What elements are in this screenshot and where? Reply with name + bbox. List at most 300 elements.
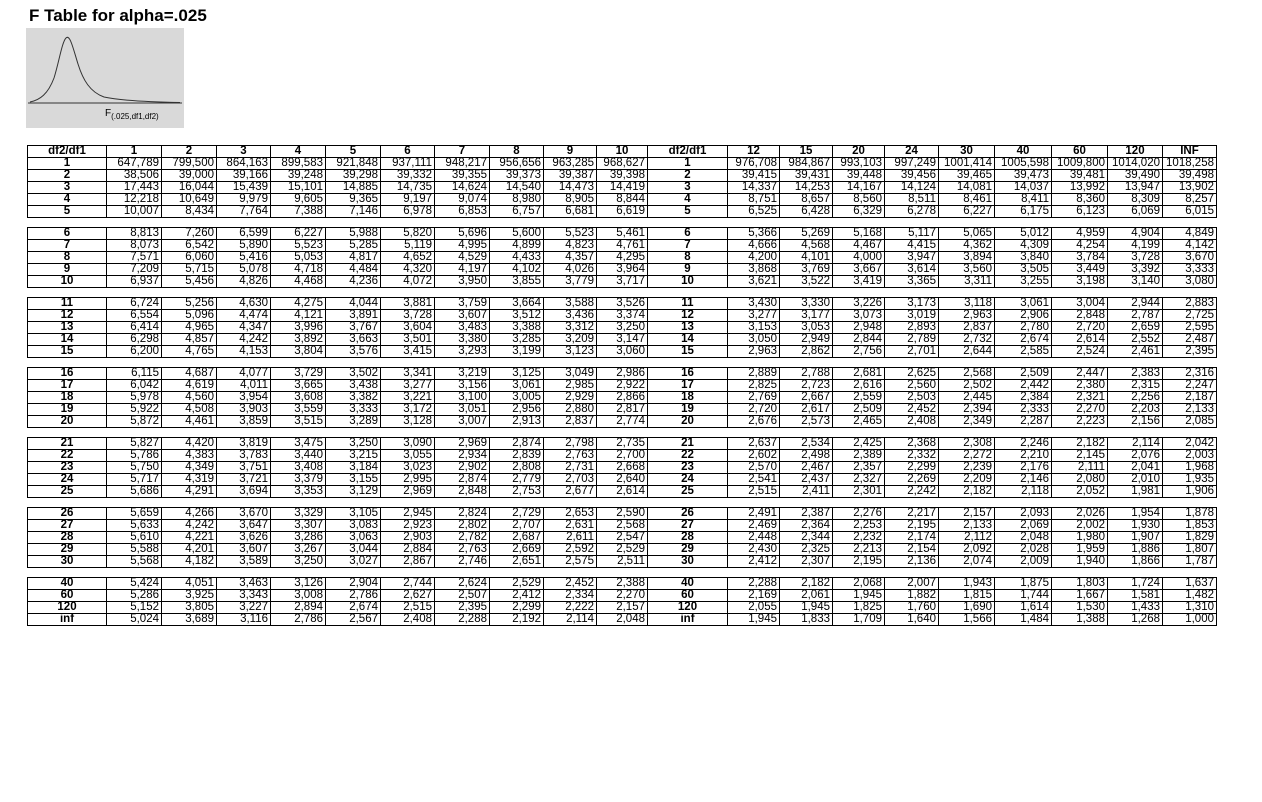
critical-value-cell: 2,825	[728, 380, 780, 392]
critical-value-cell: 6,853	[435, 206, 490, 218]
critical-value-cell: 1,744	[995, 590, 1052, 602]
df2-row-label: 16	[28, 368, 107, 380]
critical-value-cell: 3,483	[435, 322, 490, 334]
critical-value-cell: 2,333	[995, 404, 1052, 416]
critical-value-cell: 968,627	[597, 158, 648, 170]
df1-column-header: 6	[381, 146, 435, 158]
critical-value-cell: 2,461	[1108, 346, 1163, 358]
critical-value-cell: 2,541	[728, 474, 780, 486]
critical-value-cell: 2,866	[597, 392, 648, 404]
table-row	[28, 520, 648, 532]
table-row	[28, 602, 648, 614]
critical-value-cell: 1,980	[1052, 532, 1108, 544]
critical-value-cell: 2,929	[544, 392, 597, 404]
table-row	[648, 438, 1217, 450]
df1-column-header: 9	[544, 146, 597, 158]
critical-value-cell: 3,430	[728, 298, 780, 310]
critical-value-cell: 3,374	[597, 310, 648, 322]
critical-value-cell: 2,383	[1108, 368, 1163, 380]
critical-value-cell: 2,327	[833, 474, 885, 486]
critical-value-cell: 4,761	[597, 240, 648, 252]
critical-value-cell: 2,902	[435, 462, 490, 474]
critical-value-cell: 2,744	[381, 578, 435, 590]
f-notation-label	[105, 108, 159, 121]
table-row	[28, 206, 648, 218]
critical-value-cell: 2,092	[939, 544, 995, 556]
critical-value-cell: 8,844	[597, 194, 648, 206]
critical-value-cell: 8,411	[995, 194, 1052, 206]
critical-value-cell: 4,826	[217, 276, 271, 288]
critical-value-cell: 2,617	[780, 404, 833, 416]
table-row	[28, 614, 648, 626]
critical-value-cell: 4,995	[435, 240, 490, 252]
critical-value-cell: 8,461	[939, 194, 995, 206]
critical-value-cell: 2,308	[939, 438, 995, 450]
critical-value-cell: 2,624	[435, 578, 490, 590]
critical-value-cell: 4,320	[381, 264, 435, 276]
critical-value-cell: 2,779	[490, 474, 544, 486]
critical-value-cell: 2,061	[780, 590, 833, 602]
table-row	[28, 276, 648, 288]
critical-value-cell: 2,307	[780, 556, 833, 568]
critical-value-cell: 2,552	[1108, 334, 1163, 346]
critical-value-cell: 2,894	[271, 602, 326, 614]
df2-row-label: 24	[28, 474, 107, 486]
critical-value-cell: 2,041	[1108, 462, 1163, 474]
critical-value-cell: 1,833	[780, 614, 833, 626]
critical-value-cell: 2,452	[544, 578, 597, 590]
df1-column-header: 4	[271, 146, 326, 158]
critical-value-cell: 39,000	[162, 170, 217, 182]
critical-value-cell: 2,301	[833, 486, 885, 498]
critical-value-cell: 2,995	[381, 474, 435, 486]
critical-value-cell: 2,349	[939, 416, 995, 428]
critical-value-cell: 2,637	[728, 438, 780, 450]
df2-row-label: 28	[28, 532, 107, 544]
critical-value-cell: 4,319	[162, 474, 217, 486]
f-label-main: F	[105, 108, 112, 119]
critical-value-cell: 3,118	[939, 298, 995, 310]
df2-row-label: 2	[648, 170, 728, 182]
critical-value-cell: 3,415	[381, 346, 435, 358]
critical-value-cell: 5,715	[162, 264, 217, 276]
critical-value-cell: 2,701	[885, 346, 939, 358]
critical-value-cell: 3,419	[833, 276, 885, 288]
critical-value-cell: 3,333	[326, 404, 381, 416]
critical-value-cell: 8,434	[162, 206, 217, 218]
critical-value-cell: 3,925	[162, 590, 217, 602]
critical-value-cell: 8,073	[107, 240, 162, 252]
table-row	[28, 346, 648, 358]
critical-value-cell: 1,968	[1163, 462, 1217, 474]
critical-value-cell: 3,255	[995, 276, 1052, 288]
critical-value-cell: 4,309	[995, 240, 1052, 252]
critical-value-cell: 3,767	[326, 322, 381, 334]
critical-value-cell: 4,718	[271, 264, 326, 276]
critical-value-cell: 4,201	[162, 544, 217, 556]
critical-value-cell: 8,905	[544, 194, 597, 206]
critical-value-cell: 6,298	[107, 334, 162, 346]
critical-value-cell: 2,213	[833, 544, 885, 556]
critical-value-cell: 3,560	[939, 264, 995, 276]
critical-value-cell: 3,903	[217, 404, 271, 416]
critical-value-cell: 2,447	[1052, 368, 1108, 380]
critical-value-cell: 2,731	[544, 462, 597, 474]
critical-value-cell: 1,829	[1163, 532, 1217, 544]
critical-value-cell: 2,674	[326, 602, 381, 614]
critical-value-cell: 2,412	[728, 556, 780, 568]
critical-value-cell: 3,226	[833, 298, 885, 310]
critical-value-cell: 39,473	[995, 170, 1052, 182]
critical-value-cell: 2,408	[381, 614, 435, 626]
critical-value-cell: 39,373	[490, 170, 544, 182]
critical-value-cell: 7,260	[162, 228, 217, 240]
critical-value-cell: 4,619	[162, 380, 217, 392]
critical-value-cell: 3,277	[728, 310, 780, 322]
critical-value-cell: 1,886	[1108, 544, 1163, 556]
df2-row-label: 11	[28, 298, 107, 310]
critical-value-cell: 4,221	[162, 532, 217, 544]
critical-value-cell: 3,019	[885, 310, 939, 322]
critical-value-cell: 2,862	[780, 346, 833, 358]
critical-value-cell: 14,037	[995, 182, 1052, 194]
critical-value-cell: 3,751	[217, 462, 271, 474]
critical-value-cell: 3,221	[381, 392, 435, 404]
critical-value-cell: 1,981	[1108, 486, 1163, 498]
critical-value-cell: 2,467	[780, 462, 833, 474]
critical-value-cell: 5,610	[107, 532, 162, 544]
critical-value-cell: 1,853	[1163, 520, 1217, 532]
critical-value-cell: 2,010	[1108, 474, 1163, 486]
table-row	[648, 240, 1217, 252]
critical-value-cell: 2,321	[1052, 392, 1108, 404]
table-row	[648, 206, 1217, 218]
critical-value-cell: 6,123	[1052, 206, 1108, 218]
df1-column-header: 7	[435, 146, 490, 158]
critical-value-cell: 2,364	[780, 520, 833, 532]
critical-value-cell: 1005,598	[995, 158, 1052, 170]
critical-value-cell: 6,428	[780, 206, 833, 218]
table-row	[648, 508, 1217, 520]
critical-value-cell: 2,969	[435, 438, 490, 450]
critical-value-cell: 1,637	[1163, 578, 1217, 590]
table-row	[648, 264, 1217, 276]
critical-value-cell: 1,000	[1163, 614, 1217, 626]
critical-value-cell: 2,963	[728, 346, 780, 358]
critical-value-cell: 4,420	[162, 438, 217, 450]
critical-value-cell: 9,365	[326, 194, 381, 206]
critical-value-cell: 2,408	[885, 416, 939, 428]
df2-row-label: 12	[648, 310, 728, 322]
df2-row-label: 17	[648, 380, 728, 392]
critical-value-cell: 3,286	[271, 532, 326, 544]
table-row	[28, 158, 648, 170]
critical-value-cell: 2,735	[597, 438, 648, 450]
critical-value-cell: 2,042	[1163, 438, 1217, 450]
critical-value-cell: 14,337	[728, 182, 780, 194]
critical-value-cell: 4,508	[162, 404, 217, 416]
critical-value-cell: 2,756	[833, 346, 885, 358]
df2-row-label: 24	[648, 474, 728, 486]
critical-value-cell: 2,487	[1163, 334, 1217, 346]
critical-value-cell: 3,267	[271, 544, 326, 556]
critical-value-cell: 2,627	[381, 590, 435, 602]
critical-value-cell: 3,061	[490, 380, 544, 392]
critical-value-cell: 2,720	[1052, 322, 1108, 334]
critical-value-cell: 2,425	[833, 438, 885, 450]
critical-value-cell: 3,589	[217, 556, 271, 568]
critical-value-cell: 3,023	[381, 462, 435, 474]
critical-value-cell: 3,219	[435, 368, 490, 380]
critical-value-cell: 3,559	[271, 404, 326, 416]
critical-value-cell: 2,276	[833, 508, 885, 520]
critical-value-cell: 2,769	[728, 392, 780, 404]
spacer-cell	[648, 288, 1217, 298]
group-spacer	[28, 498, 648, 508]
critical-value-cell: 4,199	[1108, 240, 1163, 252]
critical-value-cell: 39,448	[833, 170, 885, 182]
critical-value-cell: 4,817	[326, 252, 381, 264]
df2-row-label: 12	[28, 310, 107, 322]
page-title: F Table for alpha=.025	[29, 6, 207, 25]
f-label-sub: (.025,df1,df2)	[111, 112, 159, 121]
critical-value-cell: 4,077	[217, 368, 271, 380]
critical-value-cell: 997,249	[885, 158, 939, 170]
critical-value-cell: 5,012	[995, 228, 1052, 240]
critical-value-cell: 6,227	[271, 228, 326, 240]
critical-value-cell: 2,507	[435, 590, 490, 602]
critical-value-cell: 5,256	[162, 298, 217, 310]
critical-value-cell: 5,750	[107, 462, 162, 474]
critical-value-cell: 1,882	[885, 590, 939, 602]
critical-value-cell: 1,866	[1108, 556, 1163, 568]
df2-row-label: 16	[648, 368, 728, 380]
df2-row-label: 4	[28, 194, 107, 206]
df2-row-label: 30	[648, 556, 728, 568]
critical-value-cell: 3,215	[326, 450, 381, 462]
critical-value-cell: 2,798	[544, 438, 597, 450]
critical-value-cell: 2,395	[1163, 346, 1217, 358]
critical-value-cell: 2,515	[381, 602, 435, 614]
critical-value-cell: 2,534	[780, 438, 833, 450]
critical-value-cell: 7,764	[217, 206, 271, 218]
spacer-cell	[648, 428, 1217, 438]
critical-value-cell: 3,728	[1108, 252, 1163, 264]
table-row	[28, 462, 648, 474]
table-row	[648, 170, 1217, 182]
critical-value-cell: 1,581	[1108, 590, 1163, 602]
critical-value-cell: 2,368	[885, 438, 939, 450]
critical-value-cell: 5,053	[271, 252, 326, 264]
critical-value-cell: 4,467	[833, 240, 885, 252]
critical-value-cell: 14,419	[597, 182, 648, 194]
critical-value-cell: 2,080	[1052, 474, 1108, 486]
critical-value-cell: 14,624	[435, 182, 490, 194]
critical-value-cell: 2,867	[381, 556, 435, 568]
critical-value-cell: 2,763	[435, 544, 490, 556]
critical-value-cell: 2,590	[597, 508, 648, 520]
critical-value-cell: 38,506	[107, 170, 162, 182]
table-row	[648, 334, 1217, 346]
critical-value-cell: 2,114	[544, 614, 597, 626]
critical-value-cell: 6,278	[885, 206, 939, 218]
critical-value-cell: 2,146	[995, 474, 1052, 486]
table-row	[648, 474, 1217, 486]
critical-value-cell: 3,964	[597, 264, 648, 276]
critical-value-cell: 5,696	[435, 228, 490, 240]
critical-value-cell: 39,332	[381, 170, 435, 182]
critical-value-cell: 10,649	[162, 194, 217, 206]
critical-value-cell: 3,027	[326, 556, 381, 568]
critical-value-cell: 963,285	[544, 158, 597, 170]
critical-value-cell: 39,387	[544, 170, 597, 182]
critical-value-cell: 2,837	[939, 322, 995, 334]
df2-row-label: 21	[28, 438, 107, 450]
df2-row-label: 8	[28, 252, 107, 264]
table-row	[28, 508, 648, 520]
critical-value-cell: 2,068	[833, 578, 885, 590]
table-row	[648, 520, 1217, 532]
critical-value-cell: 2,774	[597, 416, 648, 428]
critical-value-cell: 1,482	[1163, 590, 1217, 602]
critical-value-cell: 993,103	[833, 158, 885, 170]
critical-value-cell: 5,890	[217, 240, 271, 252]
critical-value-cell: 2,430	[728, 544, 780, 556]
critical-value-cell: 2,883	[1163, 298, 1217, 310]
critical-value-cell: 4,652	[381, 252, 435, 264]
critical-value-cell: 1009,800	[1052, 158, 1108, 170]
critical-value-cell: 2,469	[728, 520, 780, 532]
critical-value-cell: 1,954	[1108, 508, 1163, 520]
critical-value-cell: 2,880	[544, 404, 597, 416]
df1-column-header: 3	[217, 146, 271, 158]
critical-value-cell: 2,700	[597, 450, 648, 462]
critical-value-cell: 3,007	[435, 416, 490, 428]
df2-row-label: 19	[28, 404, 107, 416]
critical-value-cell: 2,923	[381, 520, 435, 532]
critical-value-cell: 2,288	[728, 578, 780, 590]
critical-value-cell: 3,083	[326, 520, 381, 532]
critical-value-cell: 3,440	[271, 450, 326, 462]
df2-row-label: inf	[648, 614, 728, 626]
critical-value-cell: 2,723	[780, 380, 833, 392]
critical-value-cell: 1,945	[728, 614, 780, 626]
critical-value-cell: 2,411	[780, 486, 833, 498]
df2-row-label: inf	[28, 614, 107, 626]
critical-value-cell: 2,817	[597, 404, 648, 416]
critical-value-cell: 3,123	[544, 346, 597, 358]
critical-value-cell: 5,117	[885, 228, 939, 240]
critical-value-cell: 3,333	[1163, 264, 1217, 276]
critical-value-cell: 6,525	[728, 206, 780, 218]
critical-value-cell: 3,125	[490, 368, 544, 380]
critical-value-cell: 3,289	[326, 416, 381, 428]
table-row	[648, 392, 1217, 404]
table-row	[648, 532, 1217, 544]
critical-value-cell: 3,199	[490, 346, 544, 358]
critical-value-cell: 3,116	[217, 614, 271, 626]
critical-value-cell: 2,837	[544, 416, 597, 428]
df2-row-label: 6	[648, 228, 728, 240]
critical-value-cell: 2,509	[833, 404, 885, 416]
critical-value-cell: 3,209	[544, 334, 597, 346]
critical-value-cell: 2,203	[1108, 404, 1163, 416]
critical-value-cell: 3,153	[728, 322, 780, 334]
critical-value-cell: 2,687	[490, 532, 544, 544]
critical-value-cell: 2,511	[597, 556, 648, 568]
critical-value-cell: 2,076	[1108, 450, 1163, 462]
critical-value-cell: 3,436	[544, 310, 597, 322]
critical-value-cell: 4,849	[1163, 228, 1217, 240]
critical-value-cell: 4,362	[939, 240, 995, 252]
critical-value-cell: 899,583	[271, 158, 326, 170]
critical-value-cell: 3,501	[381, 334, 435, 346]
critical-value-cell: 39,431	[780, 170, 833, 182]
critical-value-cell: 4,433	[490, 252, 544, 264]
table-row	[648, 346, 1217, 358]
critical-value-cell: 39,166	[217, 170, 271, 182]
critical-value-cell: 2,357	[833, 462, 885, 474]
critical-value-cell: 2,780	[995, 322, 1052, 334]
critical-value-cell: 2,585	[995, 346, 1052, 358]
table-row	[648, 614, 1217, 626]
critical-value-cell: 4,275	[271, 298, 326, 310]
critical-value-cell: 2,002	[1052, 520, 1108, 532]
table-row	[28, 392, 648, 404]
critical-value-cell: 5,600	[490, 228, 544, 240]
critical-value-cell: 2,729	[490, 508, 544, 520]
critical-value-cell: 3,892	[271, 334, 326, 346]
corner-header: df2/df1	[28, 146, 107, 158]
critical-value-cell: 6,042	[107, 380, 162, 392]
critical-value-cell: 9,074	[435, 194, 490, 206]
df2-row-label: 11	[648, 298, 728, 310]
critical-value-cell: 2,703	[544, 474, 597, 486]
df2-row-label: 18	[648, 392, 728, 404]
group-spacer	[648, 568, 1217, 578]
critical-value-cell: 3,647	[217, 520, 271, 532]
table-row	[28, 556, 648, 568]
df2-row-label: 27	[28, 520, 107, 532]
critical-value-cell: 4,904	[1108, 228, 1163, 240]
critical-value-cell: 2,388	[597, 578, 648, 590]
critical-value-cell: 8,813	[107, 228, 162, 240]
critical-value-cell: 2,048	[995, 532, 1052, 544]
df2-row-label: 20	[28, 416, 107, 428]
critical-value-cell: 5,096	[162, 310, 217, 322]
critical-value-cell: 2,288	[435, 614, 490, 626]
df2-row-label: 25	[28, 486, 107, 498]
critical-value-cell: 2,437	[780, 474, 833, 486]
df2-row-label: 22	[28, 450, 107, 462]
table-row	[648, 590, 1217, 602]
critical-value-cell: 2,445	[939, 392, 995, 404]
table-row	[28, 310, 648, 322]
spacer-cell	[28, 218, 648, 228]
critical-value-cell: 3,311	[939, 276, 995, 288]
critical-value-cell: 2,667	[780, 392, 833, 404]
critical-value-cell: 3,105	[326, 508, 381, 520]
critical-value-cell: 5,717	[107, 474, 162, 486]
critical-value-cell: 3,365	[885, 276, 939, 288]
critical-value-cell: 2,074	[939, 556, 995, 568]
critical-value-cell: 2,003	[1163, 450, 1217, 462]
critical-value-cell: 4,254	[1052, 240, 1108, 252]
critical-value-cell: 2,614	[597, 486, 648, 498]
critical-value-cell: 2,387	[780, 508, 833, 520]
critical-value-cell: 3,329	[271, 508, 326, 520]
critical-value-cell: 921,848	[326, 158, 381, 170]
